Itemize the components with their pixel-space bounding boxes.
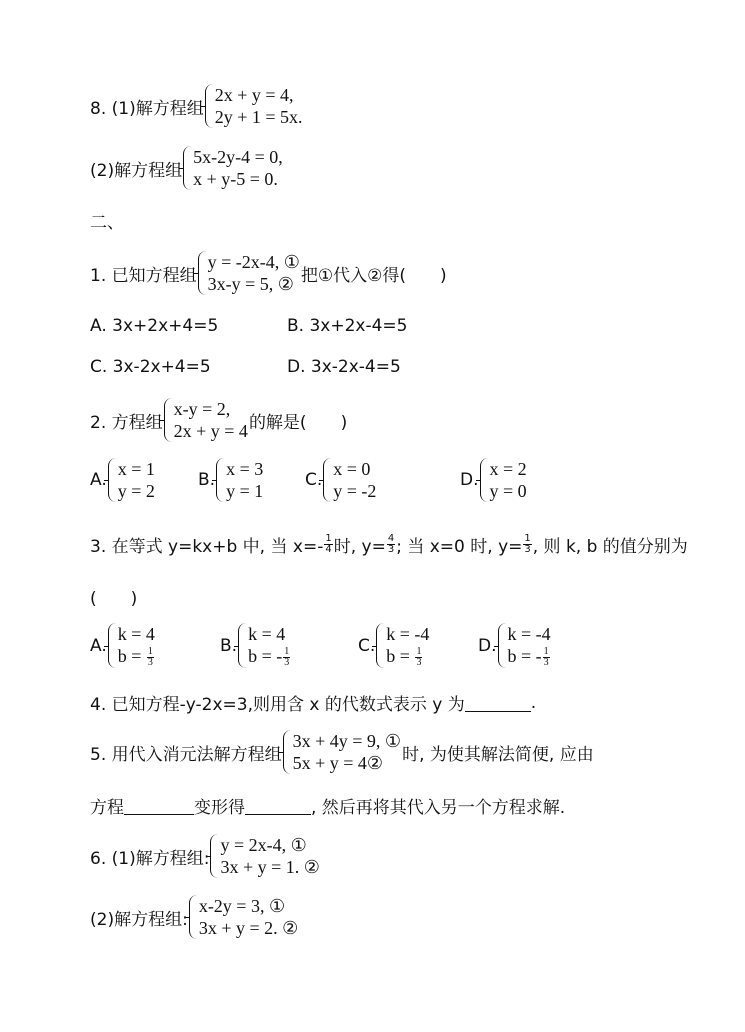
q5-suffix: 时, 为使其解法简便, 应由 xyxy=(402,744,594,765)
q8-part2 xyxy=(90,146,284,190)
q2-option-b xyxy=(198,458,264,502)
equation: 3x-y = 5, ② xyxy=(207,274,294,294)
equation: x = 3 xyxy=(226,459,264,479)
option-label: D. xyxy=(478,635,497,656)
q4-end: . xyxy=(530,692,537,713)
option-text: B. 3x+2x-4=5 xyxy=(287,316,408,336)
option-label: B. xyxy=(198,470,216,490)
q4-text: 4. 已知方程-y-2x=3,则用含 x 的代数式表示 y 为 xyxy=(90,695,465,715)
q3-option-d xyxy=(478,623,552,668)
option-label: C. xyxy=(358,635,376,656)
section-heading xyxy=(90,208,124,233)
equation: y = -2x-4, ① xyxy=(207,252,300,272)
q3-paren xyxy=(90,584,137,609)
equation: k = -4 xyxy=(386,624,430,644)
fraction: $\frac{1}{4}$ xyxy=(325,533,332,555)
q4-answer-blank[interactable] xyxy=(465,693,531,712)
equation: 5x-2y-4 = 0, xyxy=(193,147,283,167)
q4-stem xyxy=(90,690,536,715)
option-label: A. xyxy=(90,635,107,656)
option-text: D. 3x-2x-4=5 xyxy=(287,357,401,377)
equation: b = $\frac{1}{3}$ xyxy=(117,646,153,669)
fraction: $\frac{1}{3}$ xyxy=(524,533,531,555)
option-text: A. 3x+2x+4=5 xyxy=(90,316,219,336)
option-text: C. 3x-2x+4=5 xyxy=(90,357,211,377)
brace xyxy=(210,834,218,878)
equation: x = 0 xyxy=(333,459,371,479)
q2-option-a xyxy=(90,458,156,502)
q2-stem xyxy=(90,398,347,442)
brace xyxy=(189,895,197,939)
q1-option-b xyxy=(287,316,407,336)
equation: 3x + y = 1. ② xyxy=(220,857,320,877)
q3-option-b xyxy=(220,623,292,668)
q5-prefix: 5. 用代入消元法解方程组 xyxy=(90,744,282,765)
q1-option-d xyxy=(287,357,401,377)
equation: b = - $\frac{1}{3}$ xyxy=(507,646,549,669)
equation: y = 1 xyxy=(226,481,264,501)
option-label: D. xyxy=(460,470,479,490)
equation: x-2y = 3, ① xyxy=(198,896,286,916)
q8-part1-system xyxy=(205,84,303,128)
q6-part1 xyxy=(90,834,321,878)
q1-option-c xyxy=(90,357,211,377)
option-label: A. xyxy=(90,470,107,490)
q2-system xyxy=(164,398,248,442)
q6-part1-label: 6. (1)解方程组: xyxy=(90,848,210,869)
q5-text: 方程 xyxy=(90,798,124,818)
q3-option-a xyxy=(90,623,156,668)
q1-prefix: 1. 已知方程组 xyxy=(90,265,197,286)
equation: 2x + y = 4 xyxy=(173,421,248,441)
brace xyxy=(183,146,191,190)
equation: 2y + 1 = 5x. xyxy=(214,107,303,127)
q6-part2-label: (2)解方程组: xyxy=(90,909,188,930)
q8-part2-system xyxy=(183,146,283,190)
q5-text: 变形得 xyxy=(194,798,245,818)
equation: b = $\frac{1}{3}$ xyxy=(386,646,422,669)
q1-option-a xyxy=(90,316,218,336)
q3-option-c xyxy=(358,623,430,668)
q2-suffix: 的解是( ) xyxy=(248,412,348,433)
equation: 3x + y = 2. ② xyxy=(198,918,299,938)
equation: k = 4 xyxy=(248,624,286,644)
q5-answer-blank-2[interactable] xyxy=(245,796,311,815)
q2-prefix: 2. 方程组 xyxy=(90,412,163,433)
q5-system xyxy=(283,730,401,774)
option-label: B. xyxy=(220,635,238,656)
q1-stem xyxy=(90,251,447,295)
q3-text: 3. 在等式 y=kx+b 中, 当 x=- xyxy=(90,537,324,557)
section-title: 二、 xyxy=(90,213,124,233)
equation: k = 4 xyxy=(117,624,155,644)
q6-part2 xyxy=(90,895,299,939)
equation: 2x + y = 4, xyxy=(214,85,294,105)
equation: 5x + y = 4② xyxy=(292,753,384,773)
equation: y = 0 xyxy=(489,481,527,501)
q6-part2-system xyxy=(189,895,298,939)
brace xyxy=(205,84,213,128)
q6-part1-system xyxy=(210,834,319,878)
equation: y = 2x-4, ① xyxy=(220,835,307,855)
q2-option-d xyxy=(460,458,528,502)
brace xyxy=(164,398,172,442)
q5-text: , 然后再将其代入另一个方程求解. xyxy=(311,798,566,818)
q8-part1 xyxy=(90,84,304,128)
equation: x-y = 2, xyxy=(173,399,231,419)
q5-stem xyxy=(90,730,594,774)
brace xyxy=(198,251,206,295)
equation: b = - $\frac{1}{3}$ xyxy=(248,646,290,669)
q8-part2-label: (2)解方程组 xyxy=(90,160,183,181)
equation: x = 1 xyxy=(117,459,155,479)
answer-paren: ( ) xyxy=(90,589,138,609)
q2-option-c xyxy=(305,458,377,502)
q1-suffix: 把①代入②得( ) xyxy=(300,265,447,286)
brace xyxy=(283,730,291,774)
equation: x = 2 xyxy=(489,459,527,479)
q5-line2 xyxy=(90,793,565,818)
q3-text: ; 当 x=0 时, y= xyxy=(396,537,523,557)
equation: k = -4 xyxy=(507,624,551,644)
equation: x + y-5 = 0. xyxy=(193,169,278,189)
equation: 3x + 4y = 9, ① xyxy=(292,731,402,751)
equation: y = -2 xyxy=(333,481,377,501)
q3-text: 时, y= xyxy=(333,537,386,557)
fraction: $\frac{4}{3}$ xyxy=(387,533,395,555)
option-label: C. xyxy=(305,470,323,490)
q3-text: , 则 k, b 的值分别为 xyxy=(532,537,688,557)
q5-answer-blank-1[interactable] xyxy=(124,796,194,815)
equation: y = 2 xyxy=(117,481,155,501)
q3-stem xyxy=(90,532,688,557)
q1-system xyxy=(198,251,300,295)
q8-part1-label: 8. (1)解方程组 xyxy=(90,98,204,119)
